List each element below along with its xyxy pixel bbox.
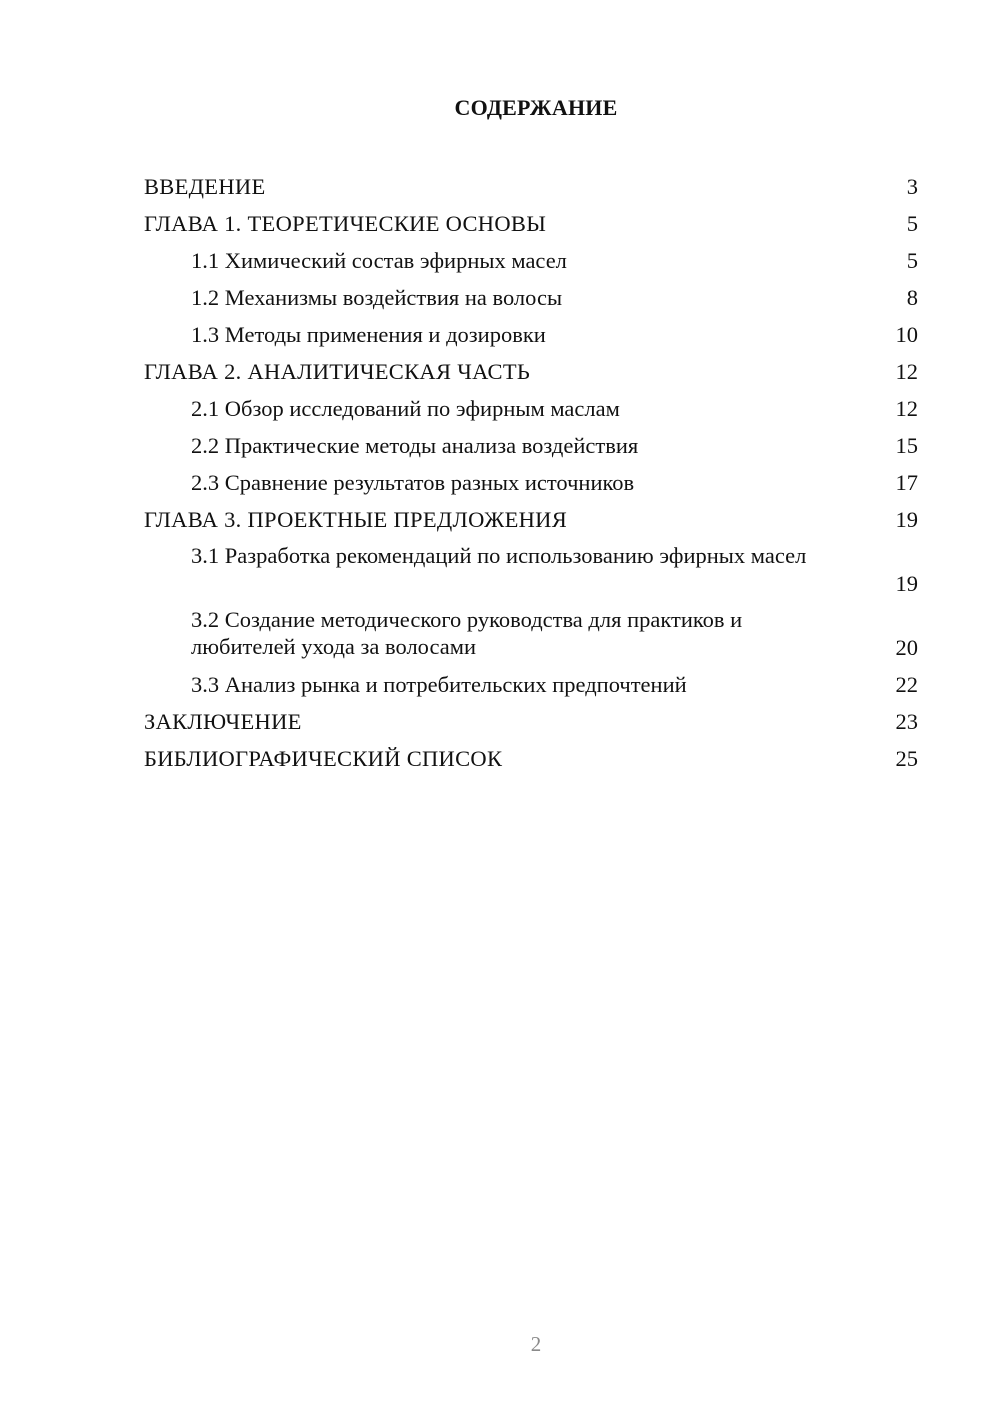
page-title: СОДЕРЖАНИЕ <box>454 95 618 120</box>
toc-entry-page: 19 <box>895 571 918 596</box>
toc-entry-label: ГЛАВА 2. АНАЛИТИЧЕСКАЯ ЧАСТЬ <box>144 359 531 384</box>
toc-entry-chapter-2[interactable] <box>144 353 918 390</box>
toc-entry-page: 15 <box>895 433 918 458</box>
toc-entry-label: 3.2 Создание методического руководства для практиков и любителей ухода за волосами <box>191 607 743 659</box>
toc-entry-page: 23 <box>895 709 918 734</box>
toc-entry-introduction[interactable] <box>144 168 918 205</box>
toc-entry-chapter-1[interactable] <box>144 205 918 242</box>
toc-entry-label: ГЛАВА 1. ТЕОРЕТИЧЕСКИЕ ОСНОВЫ <box>144 211 547 236</box>
toc-entry-label: 2.2 Практические методы анализа воздействия <box>191 433 639 458</box>
toc-entry-page: 12 <box>895 359 918 384</box>
toc-entry-section-3-3[interactable] <box>144 666 918 703</box>
toc-entry-label: 1.3 Методы применения и дозировки <box>191 322 546 347</box>
page-number: 2 <box>530 1332 542 1356</box>
toc-entry-label: 2.1 Обзор исследований по эфирным маслам <box>191 396 620 421</box>
toc-entry-label: ЗАКЛЮЧЕНИЕ <box>144 709 302 734</box>
toc-entry-page: 5 <box>906 248 918 273</box>
toc-entry-label: ГЛАВА 3. ПРОЕКТНЫЕ ПРЕДЛОЖЕНИЯ <box>144 507 568 532</box>
toc-entry-section-2-3[interactable] <box>144 464 918 501</box>
toc-entry-page: 8 <box>906 285 918 310</box>
table-of-contents <box>144 168 918 777</box>
toc-entry-page: 3 <box>906 174 918 199</box>
toc-entry-label: 3.3 Анализ рынка и потребительских предпочтений <box>191 672 687 697</box>
toc-entry-conclusion[interactable] <box>144 703 918 740</box>
toc-entry-page: 10 <box>895 322 918 347</box>
toc-entry-section-2-1[interactable] <box>144 390 918 427</box>
toc-entry-page: 17 <box>895 470 918 495</box>
toc-entry-section-1-1[interactable] <box>144 242 918 279</box>
toc-entry-section-3-2[interactable] <box>144 602 918 666</box>
toc-entry-chapter-3[interactable] <box>144 501 918 538</box>
toc-entry-page: 19 <box>895 507 918 532</box>
toc-entry-label: 1.2 Механизмы воздействия на волосы <box>191 285 563 310</box>
toc-entry-page: 12 <box>895 396 918 421</box>
toc-entry-page: 25 <box>895 746 918 771</box>
toc-entry-label: БИБЛИОГРАФИЧЕСКИЙ СПИСОК <box>144 746 503 771</box>
toc-entry-label: ВВЕДЕНИЕ <box>144 174 266 199</box>
toc-entry-label: 3.1 Разработка рекомендаций по использованию эфирных масел <box>191 543 807 568</box>
toc-entry-page: 5 <box>906 211 918 236</box>
toc-entry-bibliography[interactable] <box>144 740 918 777</box>
toc-entry-page: 20 <box>895 635 918 660</box>
toc-entry-section-1-3[interactable] <box>144 316 918 353</box>
toc-entry-page: 22 <box>895 672 918 697</box>
toc-entry-section-1-2[interactable] <box>144 279 918 316</box>
toc-entry-section-3-1[interactable] <box>144 538 918 602</box>
toc-entry-label: 1.1 Химический состав эфирных масел <box>191 248 567 273</box>
toc-entry-section-2-2[interactable] <box>144 427 918 464</box>
toc-entry-label: 2.3 Сравнение результатов разных источников <box>191 470 635 495</box>
